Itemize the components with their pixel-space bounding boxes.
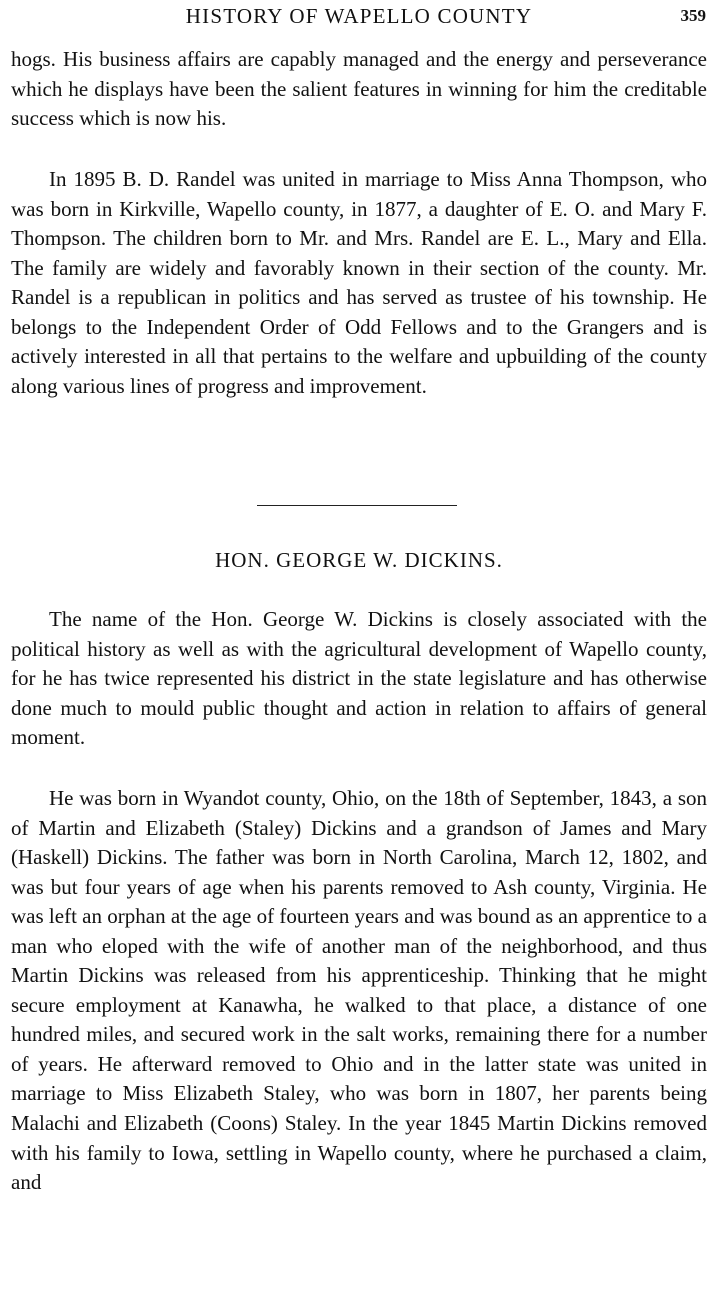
section-divider: [257, 505, 457, 506]
running-header: [0, 2, 718, 30]
running-title: HISTORY OF WAPELLO COUNTY: [185, 4, 533, 28]
paragraph-dickins-intro: The name of the Hon. George W. Dickins is closely associated with the political history as well as with the agricultural development of Wapello county, for he has twice represented his district in the state legislature and has otherwise done much to mould public thought and action in relation to affairs of general moment.: [11, 607, 707, 750]
page-number: 359: [680, 6, 706, 25]
paragraph-continued: hogs. His business affairs are capably managed and the energy and perseverance which he displays have been the salient features in winning for him the creditable success which is now his.: [11, 47, 707, 131]
paragraph-dickins-birth: He was born in Wyandot county, Ohio, on the 18th of September, 1843, a son of Martin and Elizabeth (Staley) Dickins and a grandson of James and Mary (Haskell) Dickins. The father was born in North Carolina, March 12, 1802, and was but four years of age when his parents removed to Ash county, Virginia. He was left an orphan at the age of fourteen years and was bound as an apprentice to a man who eloped with the wife of another man of the neighborhood, and thus Martin Dickins was released from his apprenticeship. Thinking that he might secure employment at Kanawha, he walked to that place, a distance of one hundred miles, and secured work in the salt works, remaining there for a number of years. He afterward removed to Ohio and in the latter state was united in marriage to Miss Elizabeth Staley, who was born in 1807, her parents being Malachi and Elizabeth (Coons) Staley. In the year 1845 Martin Dickins removed with his family to Iowa, settling in Wapello county, where he purchased a claim, and: [11, 786, 707, 1195]
paragraph-randel-marriage: In 1895 B. D. Randel was united in marriage to Miss Anna Thompson, who was born in Kirkville, Wapello county, in 1877, a daughter of E. O. and Mary F. Thompson. The children born to Mr. and Mrs. Randel are E. L., Mary and Ella. The family are widely and favorably known in their section of the county. Mr. Randel is a republican in politics and has served as trustee of his township. He belongs to the Independent Order of Odd Fellows and to the Grangers and is actively interested in all that pertains to the welfare and upbuilding of the county along various lines of progress and improvement.: [11, 167, 707, 398]
section-heading: HON. GEORGE W. DICKINS.: [215, 548, 503, 572]
